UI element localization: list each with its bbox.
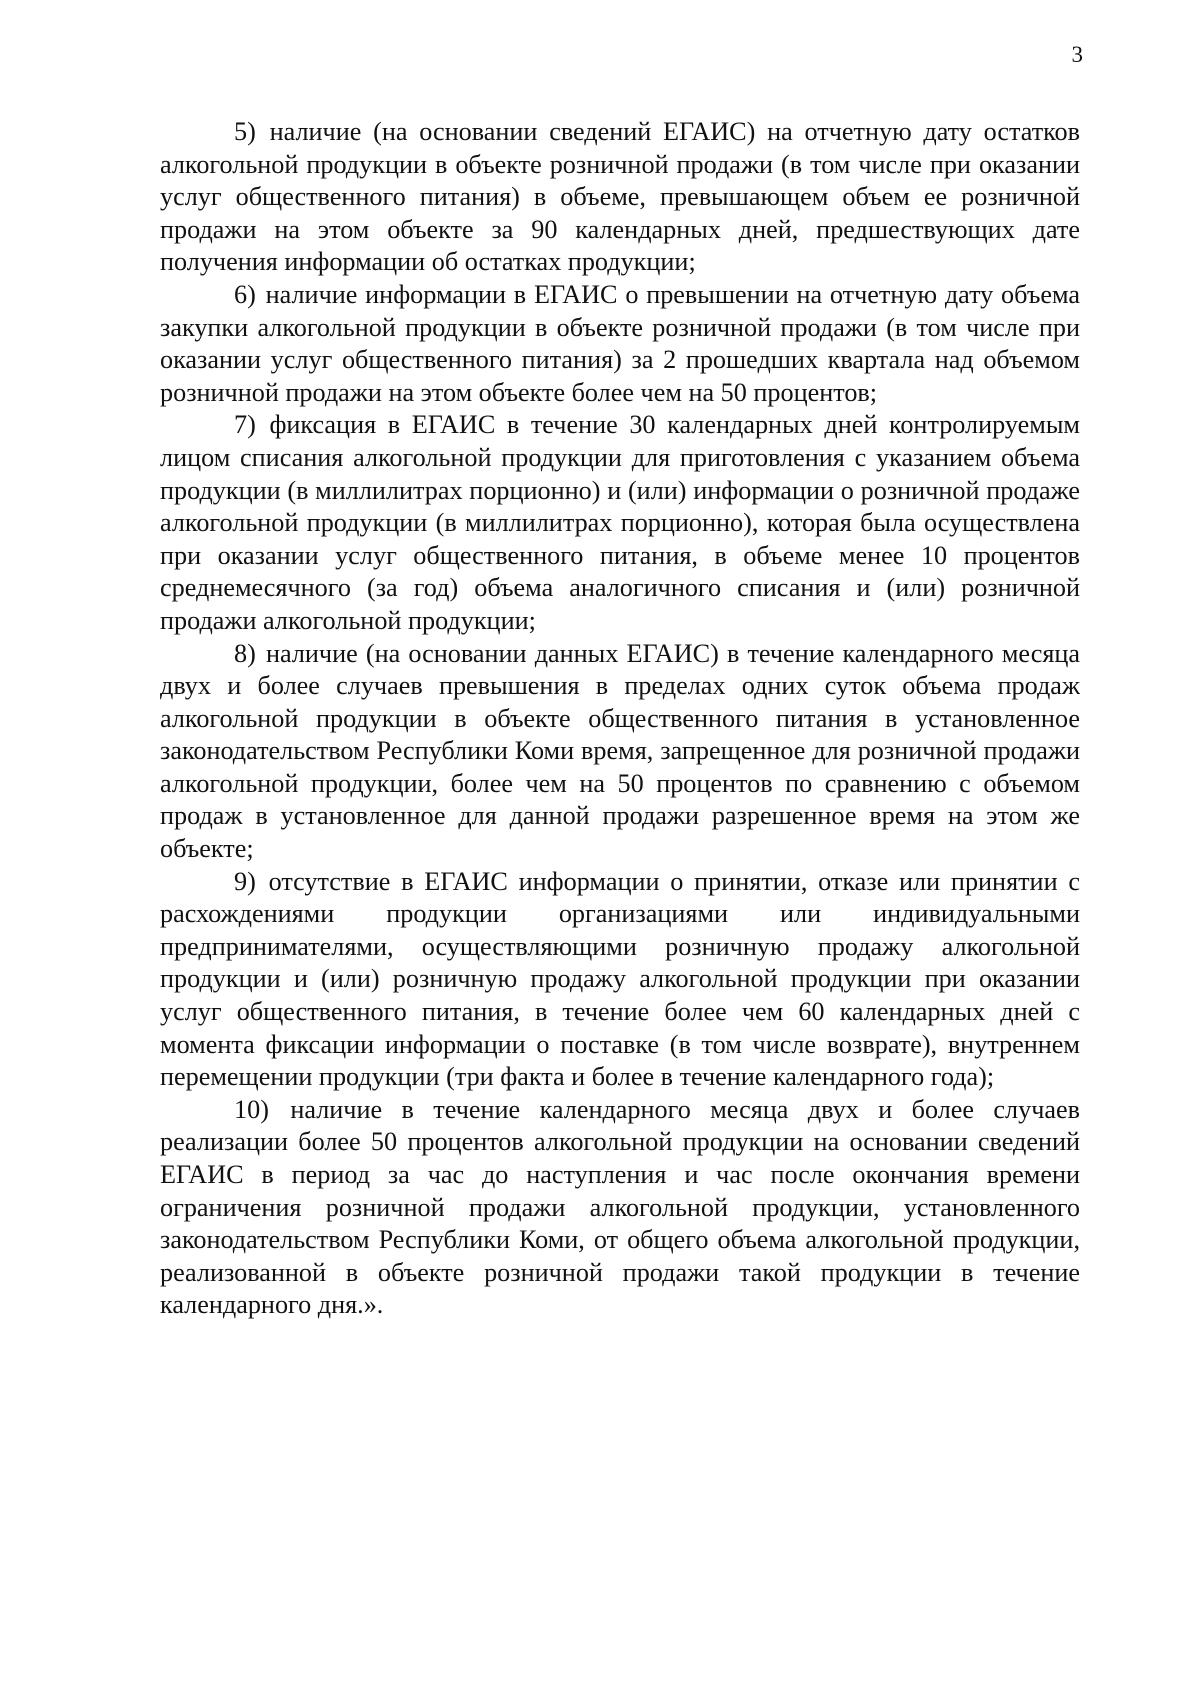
item-number: 8): [234, 638, 256, 668]
list-item-9: [160, 866, 1080, 1094]
item-number: 7): [234, 410, 256, 440]
item-number: 5): [234, 117, 256, 146]
item-text: наличие (на основании сведений ЕГАИС) на отчетную дату остатков алкогольной продукции в объекте розничной продажи (в том числе при оказании услуг общественного питания) в объеме, превышающем объем ее розничной продажи на этом объекте за 90 календарных дней, предшествующих дате получения информации об остатках продукции;: [160, 117, 1081, 277]
list-item-7: [160, 409, 1080, 637]
item-number: 6): [234, 279, 256, 309]
page-number: 3: [1071, 42, 1083, 67]
item-text: фиксация в ЕГАИС в течение 30 календарных дней контролируемым лицом списания алкогольной продукции для приготовления с указанием объема продукции (в миллилитрах порционно) и (или) информации о розничной продаже алкогольной продукции (в миллилитрах порционно), которая была осуществлена при оказании услуг общественного питания, в объеме менее 10 процентов среднемесячного (за год) объема аналогичного списания и (или) розничной продажи алкогольной продукции;: [160, 410, 1080, 635]
item-text: наличие в течение календарного месяца двух и более случаев реализации более 50 процентов алкогольной продукции на основании сведений ЕГАИС в период за час до наступления и час после окончания времени ограничения розничной продажи алкогольной продукции, установленного законодательством Республики Коми, от общего объема алкогольной продукции, реализованной в объекте розничной продажи такой продукции в течение календарного дня.».: [160, 1094, 1080, 1320]
item-text: наличие (на основании данных ЕГАИС) в течение календарного месяца двух и более случаев превышения в пределах одних суток объема продаж алкогольной продукции в объекте общественного питания в установленное законодательством Республики Коми время, запрещенное для розничной продажи алкогольной продукции, более чем на 50 процентов по сравнению с объемом продаж в установленное для данной продажи разрешенное время на этом же объекте;: [160, 638, 1081, 864]
list-item-8: [160, 638, 1080, 866]
item-text: отсутствие в ЕГАИС информации о принятии, отказе или принятии с расхождениями продукции организациями или индивидуальными предпринимателями, осуществляющими розничную продажу алкогольной продукции и (или) розничную продажу алкогольной продукции при оказании услуг общественного питания, в течение более чем 60 календарных дней с момента фиксации информации о поставке (в том числе возврате), внутреннем перемещении продукции (три факта и более в течение календарного года);: [160, 866, 1080, 1092]
list-item-10: [160, 1094, 1080, 1322]
item-text: наличие информации в ЕГАИС о превышении на отчетную дату объема закупки алкогольной продукции в объекте розничной продажи (в том числе при оказании услуг общественного питания) за 2 прошедших квартала над объемом розничной продажи на этом объекте более чем на 50 процентов;: [160, 279, 1081, 407]
list-item-6: [160, 279, 1080, 409]
document-body: [160, 116, 1080, 1322]
list-item-5: [160, 116, 1080, 279]
item-number: 9): [234, 866, 256, 896]
item-number: 10): [234, 1094, 269, 1124]
